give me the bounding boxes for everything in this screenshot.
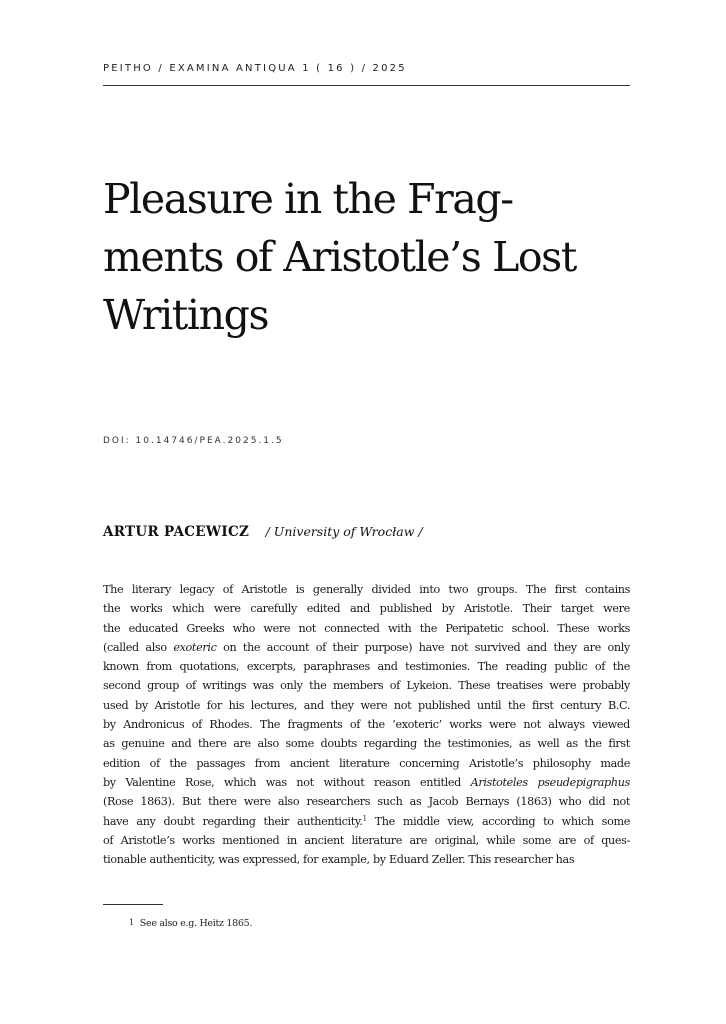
body-paragraph <box>103 580 630 869</box>
footnote <box>129 918 252 929</box>
body-line: known from quotations, excerpts, paraphrases and testimonies. The reading public of the <box>103 660 630 674</box>
running-head: PEITHO / EXAMINA ANTIQUA 1 ( 16 ) / 2025 <box>103 63 407 74</box>
emphasis-term: exoteric <box>173 640 217 654</box>
article-title <box>103 170 643 344</box>
body-line: edition of the passages from ancient literature concerning Aristotle’s philosophy made <box>103 756 630 770</box>
footnote-text: See also e.g. Heitz 1865. <box>139 918 253 929</box>
body-line: second group of writings was only the members of Lykeion. These treatises were probably <box>103 679 630 693</box>
body-line <box>103 812 630 831</box>
footnote-rule <box>103 904 163 905</box>
body-line: by Andronicus of Rhodes. The fragments of the ‘exoteric’ works were not always viewed <box>103 718 630 732</box>
body-line: of Aristotle’s works mentioned in ancient literature are original, while some are of ques- <box>103 833 630 847</box>
body-line: the works which were carefully edited and published by Aristotle. Their target were <box>103 602 630 616</box>
header-rule <box>103 85 630 86</box>
footnote-number: 1 <box>129 918 134 927</box>
doi[interactable]: DOI: 10.14746/PEA.2025.1.5 <box>103 436 284 446</box>
body-text-run: have any doubt regarding their authenticity. <box>103 814 363 828</box>
body-text-run: on the account of their purpose) have not survived and they are only <box>216 640 630 654</box>
body-line <box>103 773 630 792</box>
body-text-run: (called also <box>103 640 174 654</box>
emphasis-title: Aristoteles pseudepigraphus <box>470 775 630 789</box>
title-line: ments of Aristotle’s Lost <box>103 233 576 281</box>
body-line <box>103 638 630 657</box>
body-line: the educated Greeks who were not connected with the Peripatetic school. These works <box>103 621 630 635</box>
author-name: ARTUR PACEWICZ <box>103 524 250 540</box>
body-line: as genuine and there are also some doubts regarding the testimonies, as well as the first <box>103 737 630 751</box>
body-text-run: The middle view, according to which some <box>366 814 630 828</box>
footnote-ref[interactable]: 1 <box>362 813 367 822</box>
body-line: used by Aristotle for his lectures, and they were not published until the first century B.C. <box>103 698 630 712</box>
body-line: The literary legacy of Aristotle is generally divided into two groups. The first contains <box>103 583 630 596</box>
title-line: Writings <box>103 291 269 339</box>
body-text-run: by Valentine Rose, which was not without reason entitled <box>103 775 471 789</box>
title-line: Pleasure in the Frag- <box>103 175 513 223</box>
author-line <box>103 524 423 540</box>
author-affiliation: / University of Wrocław / <box>265 524 423 539</box>
body-line: (Rose 1863). But there were also researchers such as Jacob Bernays (1863) who did not <box>103 795 630 809</box>
body-line: tionable authenticity, was expressed, for example, by Eduard Zeller. This researcher has <box>103 853 575 867</box>
